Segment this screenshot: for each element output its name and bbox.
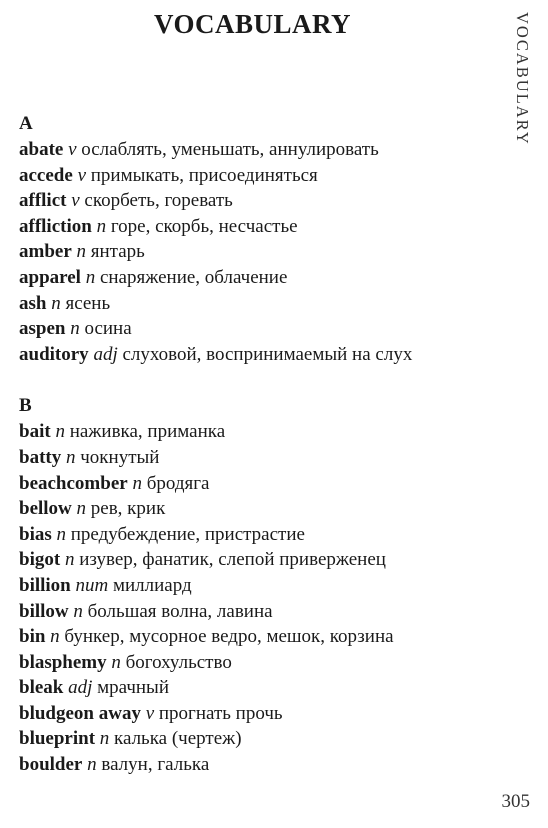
vocabulary-list (19, 111, 499, 778)
entry-pos: v (145, 702, 155, 724)
vocab-entry (19, 163, 499, 189)
page-title: VOCABULARY (153, 9, 352, 39)
entry-word: bin (19, 626, 46, 648)
entry-word: apparel (19, 266, 81, 288)
vocab-entry (19, 445, 499, 471)
entry-translation: большая волна, лавина (87, 600, 273, 622)
entry-pos: n (132, 472, 142, 494)
entry-translation: чокнутый (80, 446, 160, 468)
entry-pos: n (73, 600, 83, 622)
entry-word: amber (19, 241, 72, 263)
vocab-entry (19, 188, 499, 214)
entry-pos: n (65, 446, 76, 468)
entry-word: ash (19, 292, 47, 314)
vocab-entry (19, 471, 499, 497)
entry-translation: примыкать, присоединяться (90, 164, 318, 186)
entry-word: bleak (19, 677, 64, 699)
entry-translation: горе, скорбь, несчастье (110, 215, 298, 237)
entry-translation: янтарь (90, 241, 145, 263)
vocab-entry (19, 214, 499, 240)
entry-pos: n (55, 421, 65, 443)
entry-translation: наживка, приманка (69, 421, 226, 443)
entry-pos: adj (93, 343, 118, 365)
vocab-entry (19, 675, 499, 701)
section-a (19, 111, 499, 367)
entry-pos: v (68, 139, 77, 160)
vocab-entry (19, 726, 499, 752)
entry-pos: v (71, 190, 80, 212)
entry-pos: n (76, 498, 87, 520)
page-number: 305 (501, 791, 530, 812)
entry-word: afflict (19, 190, 67, 212)
section-b (19, 393, 499, 777)
vocab-entry (19, 573, 499, 599)
entry-translation: слуховой, воспринимаемый на слух (122, 343, 413, 365)
entry-translation: предубеждение, пристрастие (70, 523, 305, 545)
vocab-entry (19, 316, 499, 342)
entry-pos: n (50, 626, 60, 648)
entry-pos: n (85, 266, 96, 288)
section-letter: B (19, 395, 32, 417)
entry-word: accede (19, 164, 73, 186)
vocab-entry (19, 624, 499, 650)
entry-pos: n (87, 754, 97, 776)
entry-pos: n (64, 549, 75, 571)
vocab-entry (19, 342, 499, 368)
entry-translation: богохульство (125, 651, 232, 673)
entry-word: billion (19, 574, 71, 596)
entry-word: bait (19, 421, 51, 443)
entry-translation: валун, галька (101, 754, 210, 776)
entry-word: blueprint (19, 728, 96, 750)
entry-word: bellow (19, 498, 72, 520)
entry-translation: ослаблять, уменьшать, аннулировать (81, 139, 379, 160)
entry-word: auditory (19, 343, 89, 365)
entry-pos: adj (68, 677, 93, 699)
entry-translation: прогнать прочь (158, 702, 283, 724)
vocab-entry (19, 650, 499, 676)
entry-pos: n (70, 318, 80, 340)
entry-word: bludgeon away (19, 702, 141, 724)
vocab-entry (19, 137, 499, 163)
vocab-entry (19, 239, 499, 265)
entry-word: affliction (19, 215, 92, 237)
entry-word: boulder (19, 754, 83, 776)
entry-word: beachcomber (19, 472, 128, 494)
entry-pos: n (56, 523, 66, 545)
vocab-entry (19, 419, 499, 445)
entry-word: batty (19, 446, 62, 468)
entry-pos: v (77, 164, 86, 186)
entry-word: bias (19, 523, 52, 545)
entry-pos: n (99, 728, 110, 750)
entry-translation: бродяга (146, 472, 210, 494)
entry-translation: изувер, фанатик, слепой приверженец (79, 549, 386, 571)
vocab-entry (19, 701, 499, 727)
vocab-entry (19, 522, 499, 548)
entry-translation: скорбеть, горевать (84, 190, 233, 212)
entry-translation: рев, крик (90, 498, 166, 520)
entry-pos: num (75, 574, 109, 596)
entry-translation: снаряжение, облачение (99, 266, 288, 288)
entry-word: blasphemy (19, 651, 107, 673)
entry-word: billow (19, 600, 69, 622)
vocab-entry (19, 291, 499, 317)
entry-pos: n (76, 241, 87, 263)
entry-translation: осина (84, 318, 132, 340)
entry-word: bigot (19, 549, 61, 571)
running-header: VOCABULARY (513, 12, 532, 146)
entry-translation: ясень (65, 292, 111, 314)
vocab-entry (19, 265, 499, 291)
entry-pos: n (96, 215, 107, 237)
entry-word: abate (19, 139, 64, 160)
entry-pos: n (51, 292, 61, 314)
entry-pos: n (111, 651, 121, 673)
vocab-entry (19, 752, 499, 778)
vocab-entry (19, 599, 499, 625)
vocab-entry (19, 547, 499, 573)
entry-word: aspen (19, 318, 66, 340)
entry-translation: бункер, мусорное ведро, мешок, корзина (64, 626, 394, 648)
entry-translation: миллиард (112, 574, 192, 596)
entry-translation: калька (чертеж) (114, 728, 242, 750)
vocab-entry (19, 496, 499, 522)
entry-translation: мрачный (97, 677, 169, 699)
section-letter: A (19, 113, 33, 134)
